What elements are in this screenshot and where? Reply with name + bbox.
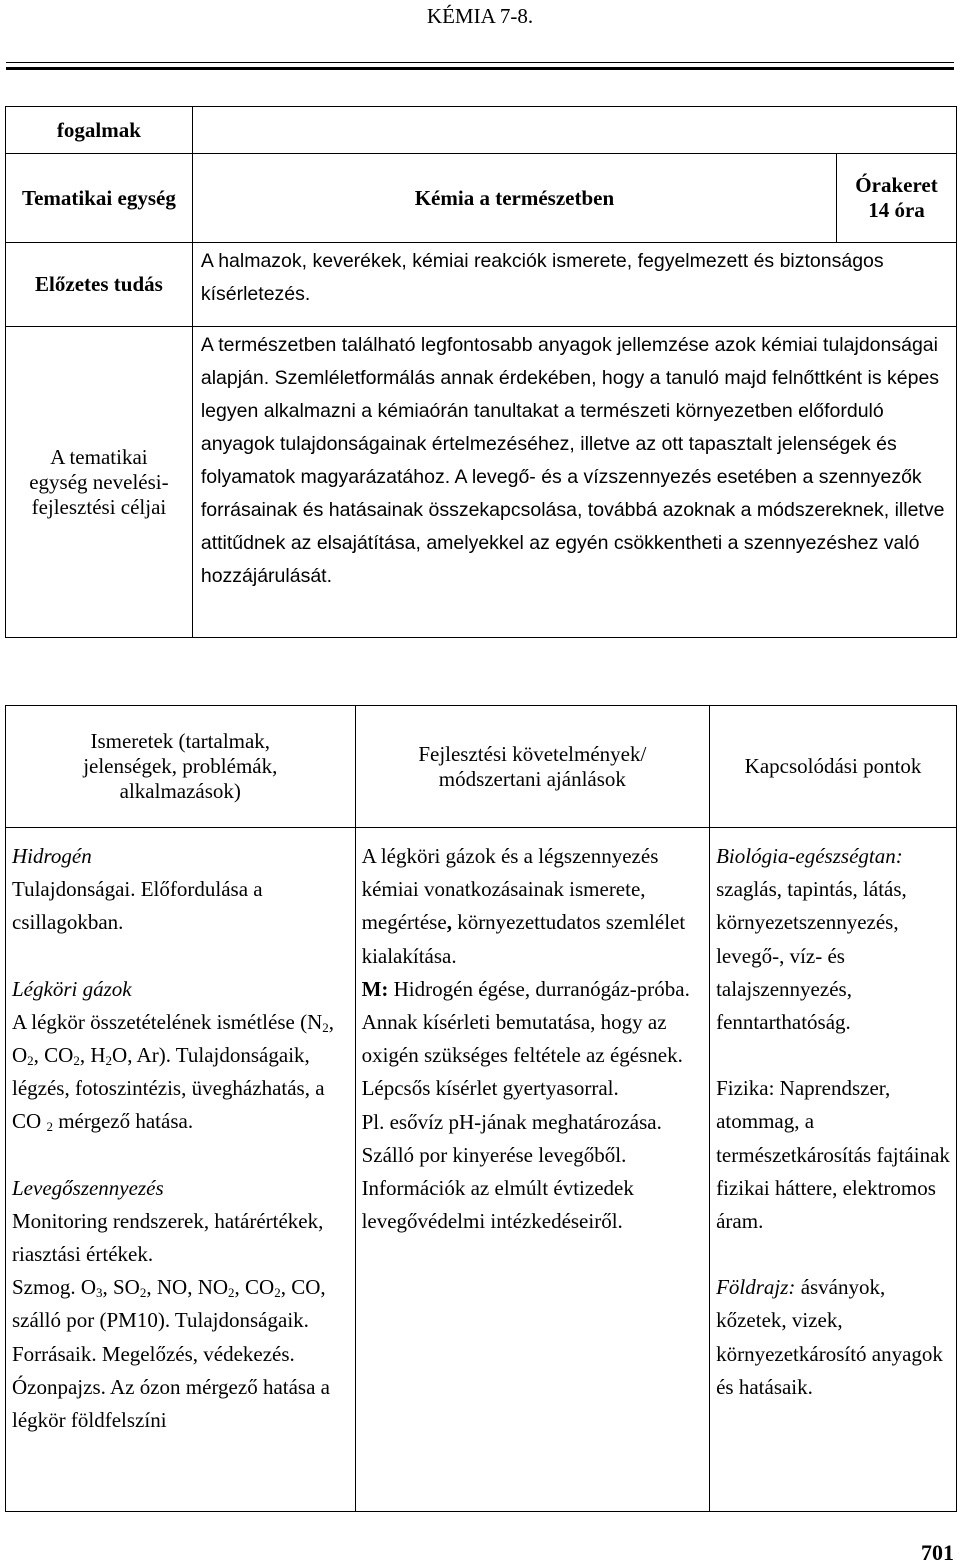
hours-cell	[837, 154, 957, 243]
page-number: 701	[921, 1540, 954, 1565]
biology-connection: Biológia-egészségtan: szaglás, tapintás, látás, környezetszennyezés, levegő-, víz- és talajszennyezés, fenntarthatóság.	[716, 844, 907, 1035]
air-pollution-text: Monitoring rendszerek, határértékek, riasztási értékek.	[12, 1208, 324, 1267]
prior-knowledge-label: Előzetes tudás	[6, 243, 193, 327]
requirements-text-4: Információk az elmúlt évtizedek levegővédelmi intézkedéseiről.	[361, 1176, 634, 1234]
column-header-connections: Kapcsolódási pontok	[710, 706, 957, 828]
thematic-unit-table	[5, 106, 957, 638]
smog-text: Szmog. $O_3$, $SO_2$, NO, $NO_2$, $CO_2$, CO, szálló por (PM10). Tulajdonságaik. Forrásaik. Megelőzés, védekezés. Ózonpajzs. Az ózon mérgező hatása a légkör földfelszíni	[12, 1275, 330, 1433]
goals-text: A természetben található legfontosabb anyagok jellemzése azok kémiai tulajdonságai alapján. Szemléletformálás annak érdekében, hogy a tanuló majd felnőttként is képes legyen alkalmazni a kémiaórán tanultakat a természeti környezetben előforduló anyagok tulajdonságainak értelmezéséhez, illetve az ott tapasztalt jelenségek és folyamatok magyarázatához. A levegő- és a vízszennyezés esetében a szennyezők forrásainak és hatásainak összekapcsolása, továbbá azoknak a módszereknek, illetve attitűdnek az elsajátítása, amelyekkel az egyén csökkentheti a szennyezéshez való hozzájárulását.	[200, 334, 945, 587]
prior-knowledge-text: A halmazok, keverékek, kémiai reakciók ismerete, fegyelmezett és biztonságos kísérletezés.	[200, 250, 884, 305]
topic-air-pollution: Levegőszennyezés	[12, 1175, 164, 1200]
requirements-text-1: A légköri gázok és a légszennyezés kémiai vonatkozásainak ismerete, megértése, környezettudatos szemlélet kialakítása.	[361, 844, 686, 968]
column-header-requirements	[355, 706, 710, 828]
requirements-text-3: Pl. esővíz pH-jának meghatározása. Szálló por kinyerése levegőből.	[361, 1109, 662, 1167]
connections-cell	[710, 828, 957, 1512]
unit-label: Tematikai egység	[6, 154, 193, 243]
goals-cell	[192, 327, 956, 638]
page-header-title: KÉMIA 7-8.	[426, 4, 534, 28]
hours-value: 14 óra	[868, 198, 925, 222]
hydrogen-text: Tulajdonságai. Előfordulása a csillagokban.	[12, 877, 263, 935]
header-rule	[6, 62, 954, 63]
fogalmak-value	[192, 107, 956, 154]
header-rule-thick	[6, 67, 954, 70]
atmospheric-gases-text: A légkör összetételének ismétlése ($N_2$, $O_2$, $CO_2$, $H_2O$, Ar). Tulajdonságaik, légzés, fotoszintézis, üvegházhatás, a CO $_2$ mérgező hatása.	[12, 1009, 334, 1135]
requirements-text-2: Annak kísérleti bemutatása, hogy az oxigén szükséges feltétele az égésnek. Lépcsős kísérlet gyertyasorral.	[361, 1010, 683, 1101]
goals-label-line: egység nevelési-	[29, 469, 169, 494]
experiment-text: M: Hidrogén égése, durranógáz-próba.	[361, 976, 690, 1001]
goals-label	[6, 327, 193, 638]
header-line: Ismeretek (tartalmak,	[90, 729, 271, 753]
header-line: jelenségek, problémák,	[83, 754, 278, 778]
hours-label: Órakeret	[855, 173, 938, 197]
prior-knowledge-cell	[192, 243, 956, 327]
content-table	[5, 705, 957, 1512]
goals-label-line: A tematikai	[50, 444, 148, 469]
physics-connection: Fizika: Naprendszer, atommag, a természetkárosítás fajtáinak fizikai háttere, elektromos áram.	[716, 1076, 950, 1234]
unit-value: Kémia a természetben	[192, 154, 836, 243]
header-line: alkalmazások)	[119, 779, 241, 803]
topic-atmospheric-gases: Légköri gázok	[12, 976, 132, 1001]
column-header-knowledge	[6, 706, 356, 828]
header-line: módszertani ajánlások	[438, 766, 626, 791]
topic-hydrogen: Hidrogén	[12, 844, 92, 868]
geography-connection: Földrajz: ásványok, kőzetek, vizek, környezetkárosító anyagok és hatásaik.	[716, 1275, 943, 1399]
goals-label-line: fejlesztési céljai	[31, 494, 167, 519]
fogalmak-label: fogalmak	[6, 107, 193, 154]
header-line: Fejlesztési követelmények/	[418, 741, 647, 766]
knowledge-cell	[6, 828, 356, 1512]
requirements-cell	[355, 828, 710, 1512]
